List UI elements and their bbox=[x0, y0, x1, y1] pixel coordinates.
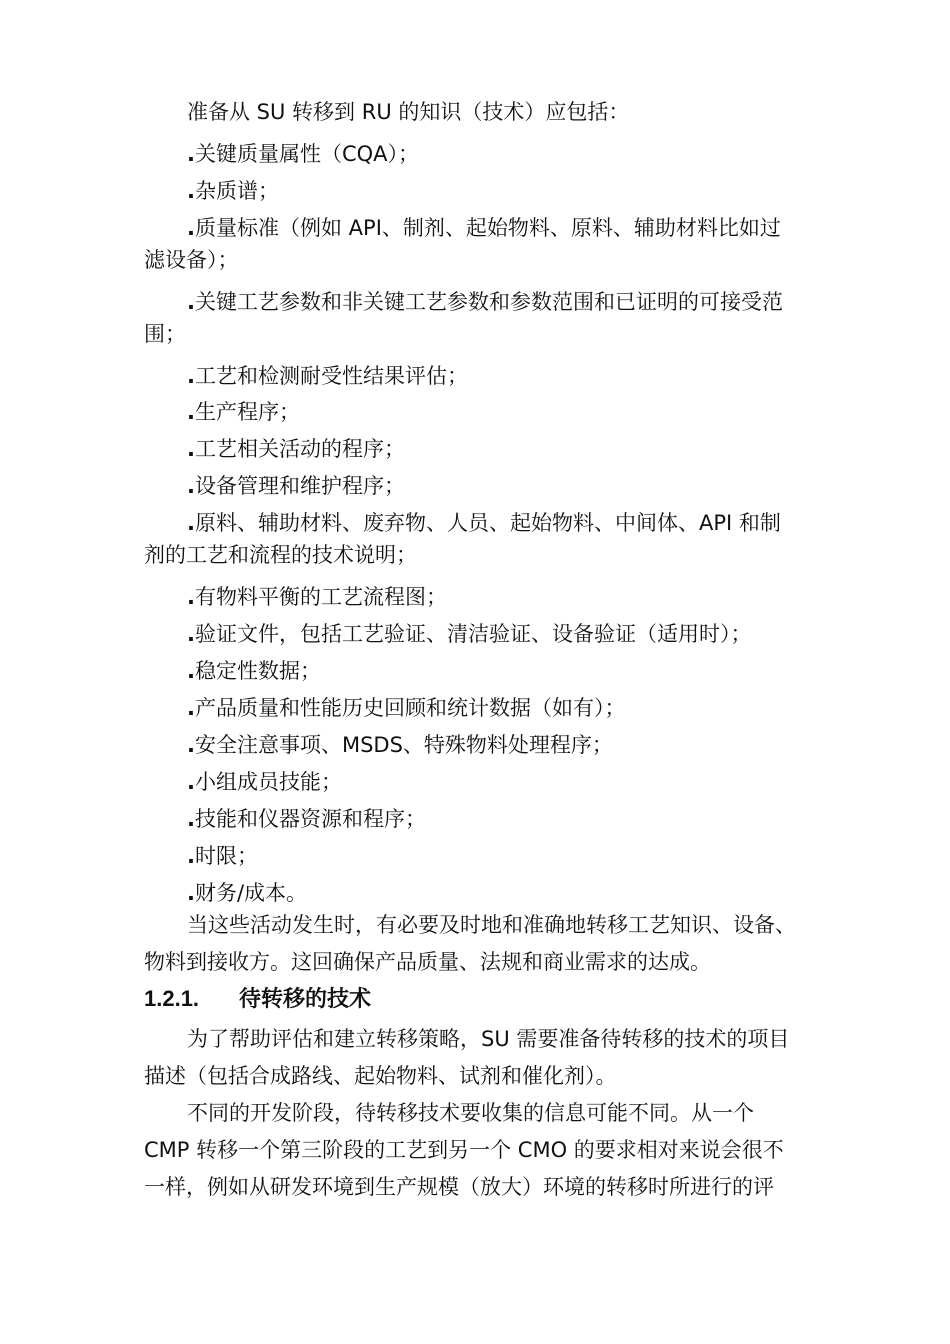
list-item-text: 小组成员技能； bbox=[194, 770, 342, 794]
bullet-icon: . bbox=[187, 770, 195, 794]
bullet-icon: . bbox=[187, 142, 195, 166]
list-item bbox=[187, 213, 781, 243]
list-item bbox=[187, 397, 300, 427]
list-item-text: 有物料平衡的工艺流程图； bbox=[194, 585, 447, 609]
list-item-text: 验证文件，包括工艺验证、清洁验证、设备验证（适用时）； bbox=[194, 622, 752, 646]
section-paragraph-line: CMP 转移一个第三阶段的工艺到另一个 CMO 的要求相对来说会很不 bbox=[144, 1138, 784, 1162]
list-item-text: 关键质量属性（CQA）； bbox=[194, 142, 420, 166]
bullet-icon: . bbox=[187, 179, 195, 203]
closing-paragraph-line: 当这些活动发生时，有必要及时地和准确地转移工艺知识、设备、 bbox=[187, 913, 796, 937]
bullet-icon: . bbox=[187, 881, 195, 905]
list-item-text: 杂质谱； bbox=[194, 179, 279, 203]
bullet-icon: . bbox=[187, 659, 195, 683]
list-item-continuation: 剂的工艺和流程的技术说明； bbox=[144, 543, 417, 567]
bullet-icon: . bbox=[187, 216, 195, 240]
section-paragraph-line: 不同的开发阶段，待转移技术要收集的信息可能不同。从一个 bbox=[187, 1101, 754, 1125]
list-item-text: 财务/成本。 bbox=[194, 881, 308, 905]
list-item-text: 原料、辅助材料、废弃物、人员、起始物料、中间体、API 和制 bbox=[194, 511, 781, 535]
list-item-text: 安全注意事项、MSDS、特殊物料处理程序； bbox=[194, 733, 613, 757]
section-paragraph-line: 为了帮助评估和建立转移策略，SU 需要准备待转移的技术的项目 bbox=[187, 1027, 790, 1051]
list-item bbox=[187, 619, 751, 649]
bullet-icon: . bbox=[187, 511, 195, 535]
list-item-text: 生产程序； bbox=[194, 400, 300, 424]
list-item bbox=[187, 139, 419, 169]
bullet-icon: . bbox=[187, 733, 195, 757]
list-item bbox=[187, 361, 468, 391]
closing-paragraph-line: 物料到接收方。这回确保产品质量、法规和商业需求的达成。 bbox=[144, 950, 711, 974]
bullet-icon: . bbox=[187, 622, 195, 646]
section-title: 待转移的技术 bbox=[239, 986, 372, 1011]
bullet-icon: . bbox=[187, 364, 195, 388]
bullet-icon: . bbox=[187, 437, 195, 461]
list-item-text: 技能和仪器资源和程序； bbox=[194, 807, 426, 831]
section-number: 1.2.1. bbox=[144, 986, 200, 1011]
list-item-text: 时限； bbox=[194, 844, 258, 868]
list-item-text: 质量标准（例如 API、制剂、起始物料、原料、辅助材料比如过 bbox=[194, 216, 781, 240]
list-item-text: 设备管理和维护程序； bbox=[194, 474, 405, 498]
bullet-icon: . bbox=[187, 585, 195, 609]
section-paragraph-line: 一样，例如从研发环境到生产规模（放大）环境的转移时所进行的评 bbox=[144, 1175, 774, 1199]
bullet-icon: . bbox=[187, 290, 195, 314]
list-item-text: 工艺相关活动的程序； bbox=[194, 437, 405, 461]
section-paragraph-line: 描述（包括合成路线、起始物料、试剂和催化剂）。 bbox=[144, 1064, 617, 1088]
bullet-icon: . bbox=[187, 400, 195, 424]
list-item bbox=[187, 878, 307, 908]
list-item bbox=[187, 841, 258, 871]
list-item bbox=[187, 767, 342, 797]
section-heading bbox=[144, 983, 371, 1015]
bullet-icon: . bbox=[187, 807, 195, 831]
list-item-text: 产品质量和性能历史回顾和统计数据（如有）； bbox=[194, 696, 626, 720]
bullet-icon: . bbox=[187, 844, 195, 868]
list-item bbox=[187, 287, 783, 317]
list-item-text: 工艺和检测耐受性结果评估； bbox=[194, 364, 468, 388]
list-item-continuation: 滤设备）； bbox=[144, 248, 239, 272]
list-item-text: 关键工艺参数和非关键工艺参数和参数范围和已证明的可接受范 bbox=[194, 290, 783, 314]
list-item-continuation: 围； bbox=[144, 322, 186, 346]
bullet-icon: . bbox=[187, 696, 195, 720]
list-item bbox=[187, 176, 279, 206]
intro-text: 准备从 SU 转移到 RU 的知识（技术）应包括： bbox=[187, 100, 630, 124]
bullet-icon: . bbox=[187, 474, 195, 498]
list-item bbox=[187, 693, 625, 723]
list-item-text: 稳定性数据； bbox=[194, 659, 321, 683]
list-item bbox=[187, 730, 613, 760]
list-item bbox=[187, 656, 321, 686]
list-item bbox=[187, 471, 405, 501]
list-item bbox=[187, 508, 781, 538]
list-item bbox=[187, 434, 405, 464]
list-item bbox=[187, 582, 447, 612]
list-item bbox=[187, 804, 426, 834]
